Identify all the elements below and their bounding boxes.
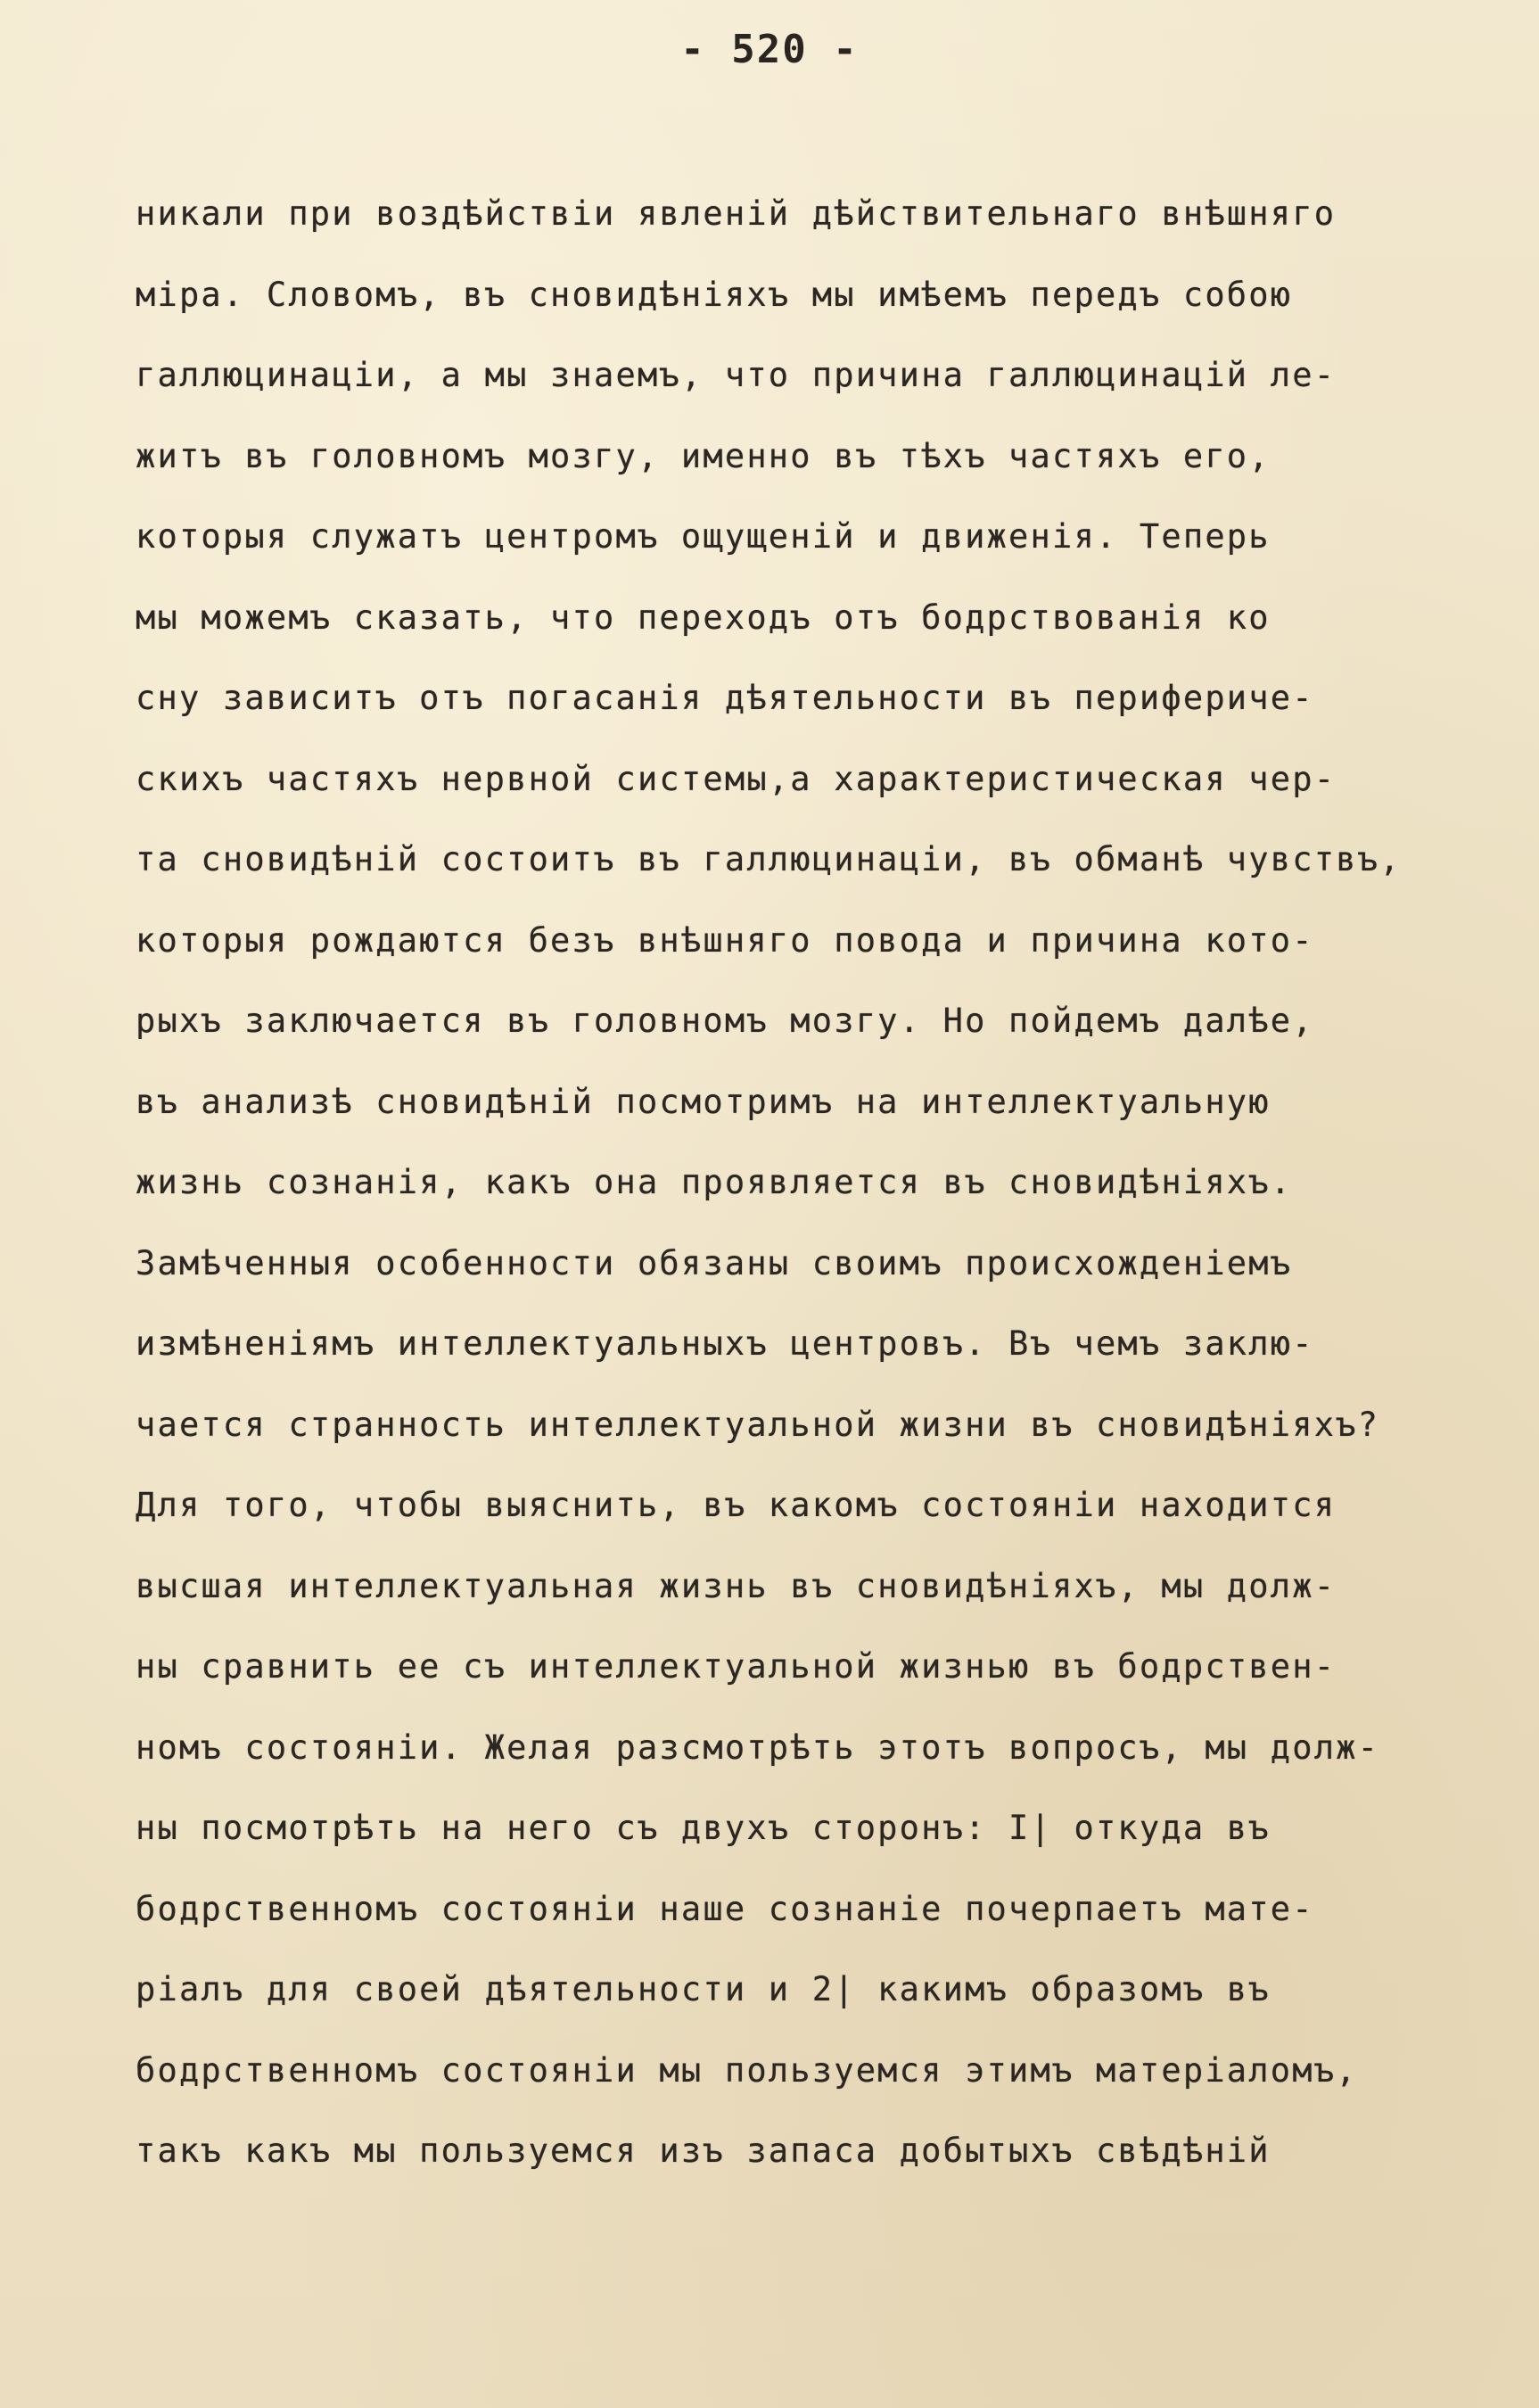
text-line: та сновидѣнiй состоитъ въ галлюцинацiи, въ обманѣ чувствъ, [136,840,1402,878]
text-line: ны сравнить ее съ интеллектуальной жизнью въ бодрствен- [136,1647,1337,1686]
text-line: которыя служатъ центромъ ощущенiй и движенiя. Теперь [136,517,1271,556]
text-line: Замѣченныя особенности обязаны своимъ происхожденiемъ [136,1243,1293,1282]
text-line: высшая интеллектуальная жизнь въ сновидѣнiяхъ, мы долж- [136,1566,1337,1605]
text-line: въ анализѣ сновидѣнiй посмотримъ на интеллектуальную [136,1082,1271,1121]
text-line: измѣненiямъ интеллектуальныхъ центровъ. Въ чемъ заклю- [136,1324,1314,1363]
text-line: мiра. Словомъ, въ сновидѣнiяхъ мы имѣемъ передъ собою [136,275,1293,314]
text-line: бодрственномъ состоянiи мы пользуемся этимъ матерiаломъ, [136,2050,1358,2090]
text-line: Для того, чтобы выяснить, въ какомъ состоянiи находится [136,1486,1337,1524]
text-line: которыя рождаются безъ внѣшняго повода и причина кото- [136,920,1314,960]
text-line: скихъ частяхъ нервной системы,а характеристическая чер- [136,759,1337,798]
text-line: номъ состоянiи. Желая разсмотрѣть этотъ вопросъ, мы долж- [136,1728,1380,1767]
text-line: галлюцинацiи, а мы знаемъ, что причина галлюцинацiй ле- [136,356,1337,394]
page-number: - 520 - [680,27,859,72]
text-line: жизнь сознанiя, какъ она проявляется въ сновидѣнiяхъ. [136,1163,1293,1201]
body-text [136,186,1527,2204]
text-line: житъ въ головномъ мозгу, именно въ тѣхъ частяхъ его, [136,436,1271,475]
text-line: рыхъ заключается въ головномъ мозгу. Но пойдемъ далѣе, [136,1002,1314,1040]
text-line: такъ какъ мы пользуемся изъ запаса добытыхъ свѣдѣнiй [136,2132,1271,2170]
text-line: сну зависитъ отъ погасанiя дѣятельности въ перифериче- [136,679,1314,717]
text-line: рiалъ для своей дѣятельности и 2| какимъ образомъ въ [136,1970,1271,2008]
text-line: бодрственномъ состоянiи наше сознанiе почерпаетъ мате- [136,1889,1314,1928]
text-line: ны посмотрѣть на него съ двухъ сторонъ: I| откуда въ [136,1809,1271,1847]
text-line: чается странность интеллектуальной жизни въ сновидѣнiяхъ? [136,1405,1380,1444]
text-line: мы можемъ сказать, что переходъ отъ бодрствованiя ко [136,598,1271,637]
text-line: никали при воздѣйствiи явленiй дѣйствительнаго внѣшняго [136,194,1337,233]
